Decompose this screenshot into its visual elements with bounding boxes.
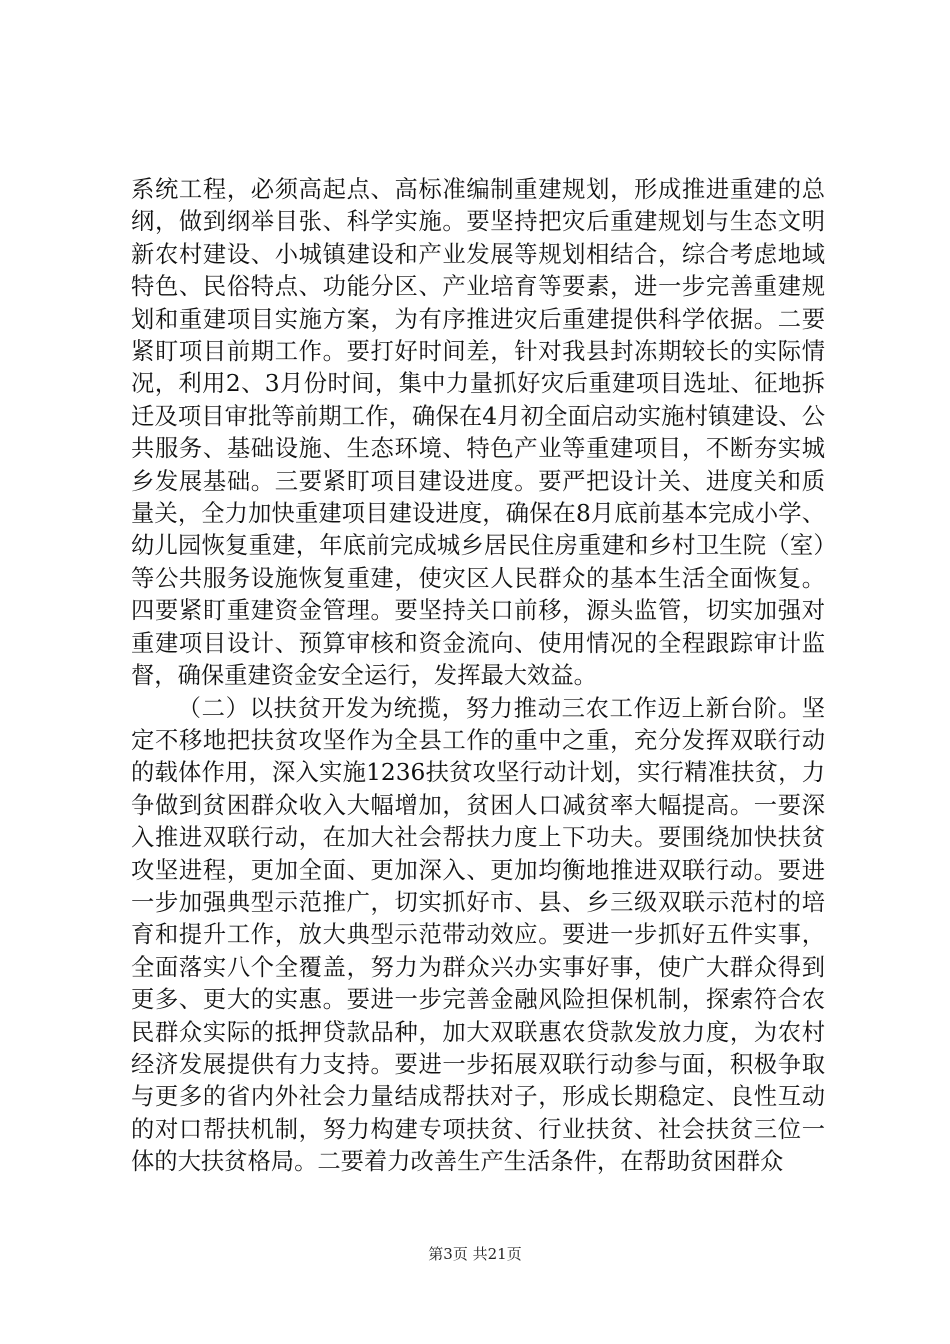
page-number-footer: 第3页 共21页 [428, 1245, 522, 1263]
document-body [131, 174, 825, 1179]
paragraph-poverty-alleviation: （二）以扶贫开发为统揽，努力推动三农工作迈上新台阶。坚定不移地把扶贫攻坚作为全县工作的重中之重，充分发挥双联行动的载体作用，深入实施1236扶贫攻坚行动计划，实行精准扶贫，力争做到贫困群众收入大幅增加，贫困人口减贫率大幅提高。一要深入推进双联行动，在加大社会帮扶力度上下功夫。要围绕加快扶贫攻坚进程，更加全面、更加深入、更加均衡地推进双联行动。要进一步加强典型示范推广，切实抓好市、县、乡三级双联示范村的培育和提升工作，放大典型示范带动效应。要进一步抓好五件实事，全面落实八个全覆盖，努力为群众兴办实事好事，使广大群众得到更多、更大的实惠。要进一步完善金融风险担保机制，探索符合农民群众实际的抵押贷款品种，加大双联惠农贷款发放力度，为农村经济发展提供有力支持。要进一步拓展双联行动参与面，积极争取与更多的省内外社会力量结成帮扶对子，形成长期稳定、良性互动的对口帮扶机制，努力构建专项扶贫、行业扶贫、社会扶贫三位一体的大扶贫格局。二要着力改善生产生活条件，在帮助贫困群众 [131, 694, 825, 1176]
paragraph-reconstruction: 系统工程，必须高起点、高标准编制重建规划，形成推进重建的总纲，做到纲举目张、科学实施。要坚持把灾后重建规划与生态文明新农村建设、小城镇建设和产业发展等规划相结合，综合考虑地域特色、民俗特点、功能分区、产业培育等要素，进一步完善重建规划和重建项目实施方案，为有序推进灾后重建提供科学依据。二要紧盯项目前期工作。要打好时间差，针对我县封冻期较长的实际情况，利用2、3月份时间，集中力量抓好灾后重建项目选址、征地拆迁及项目审批等前期工作，确保在4月初全面启动实施村镇建设、公共服务、基础设施、生态环境、特色产业等重建项目，不断夯实城乡发展基础。三要紧盯项目建设进度。要严把设计关、进度关和质量关，全力加快重建项目建设进度，确保在8月底前基本完成小学、幼儿园恢复重建，年底前完成城乡居民住房重建和乡村卫生院（室）等公共服务设施恢复重建，使灾区人民群众的基本生活全面恢复。四要紧盯重建资金管理。要坚持关口前移，源头监管，切实加强对重建项目设计、预算审核和资金流向、使用情况的全程跟踪审计监督，确保重建资金安全运行，发挥最大效益。 [131, 176, 825, 690]
